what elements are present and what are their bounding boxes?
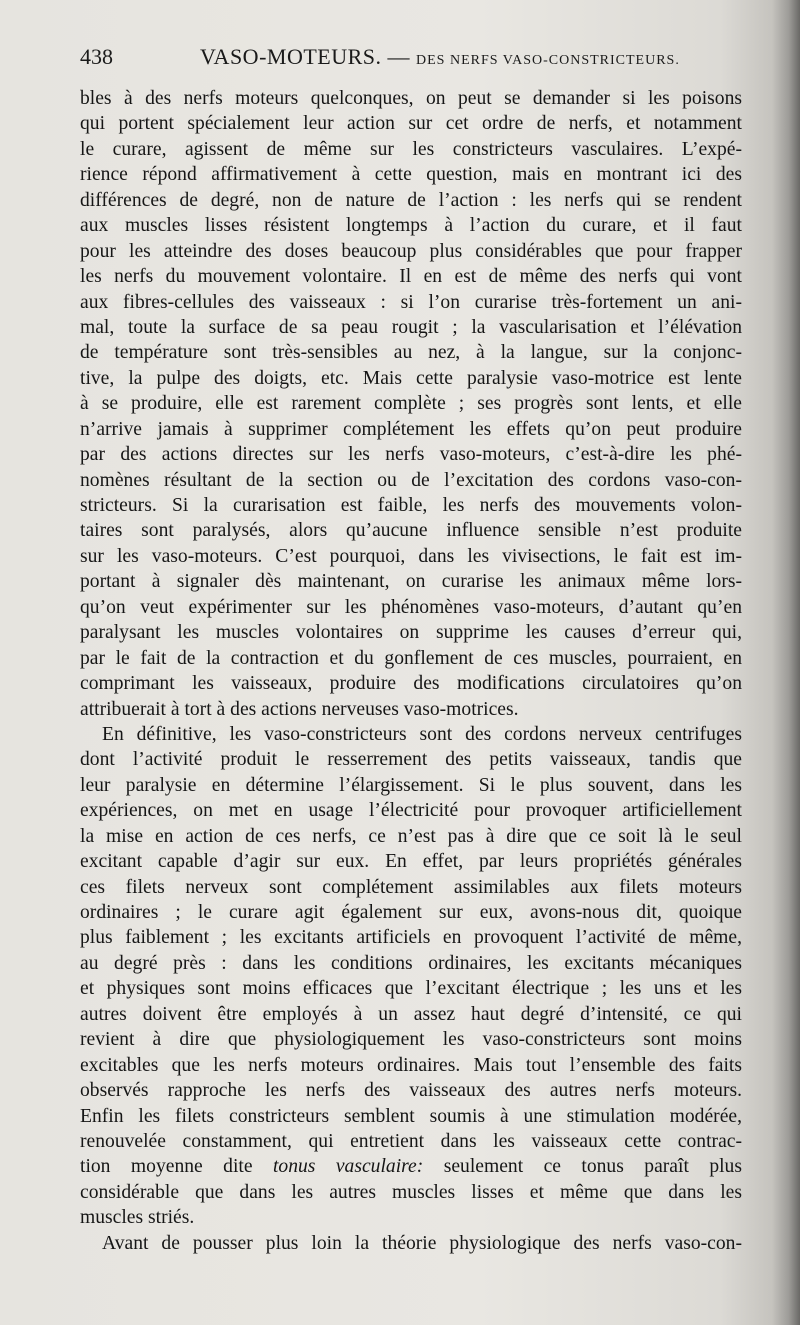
running-header (80, 44, 740, 74)
text-line: tive, la pulpe des doigts, etc. Mais cette paralysie vaso-motrice est lente (80, 367, 742, 389)
text-line: la mise en action de ces nerfs, ce n’est pas à dire que ce soit là le seul (80, 825, 742, 847)
text-line: taires sont paralysés, alors qu’aucune influence sensible n’est produite (80, 520, 742, 542)
header-dash: — (387, 44, 411, 69)
text-line: autres doivent être employés à un assez haut degré d’intensité, ce qui (80, 1003, 742, 1025)
text-line: leur paralysie en détermine l’élargissement. Si le plus souvent, dans les (80, 774, 742, 796)
text-line: stricteurs. Si la curarisation est faible, les nerfs des mouvements volon- (80, 495, 742, 516)
text-line: différences de degré, non de nature de l’action : les nerfs qui se rendent (80, 189, 742, 211)
text-line: observés rapproche les nerfs des vaisseaux des autres nerfs moteurs. (80, 1080, 742, 1102)
line-head: tion moyenne dite (80, 1156, 273, 1178)
paragraph-start-line: En définitive, les vaso-constricteurs sont des cordons nerveux centrifuges (102, 723, 742, 745)
paragraph-end-line: muscles striés. (80, 1207, 195, 1229)
text-line: nomènes résultant de la section ou de l’excitation des cordons vaso-con- (80, 469, 742, 491)
text-line: n’arrive jamais à supprimer complétement les effets qu’on peut produire (80, 418, 742, 440)
text-line: dont l’activité produit le resserrement des petits vaisseaux, tandis que (80, 749, 742, 771)
text-line: qu’on veut expérimenter sur les phénomènes vaso-moteurs, d’autant qu’en (80, 596, 742, 618)
text-line: mal, toute la surface de sa peau rougit ; la vascularisation et l’élévation (80, 316, 742, 338)
text-line: considérable que dans les autres muscles lisses et même que dans les (80, 1181, 742, 1203)
text-line: au degré près : dans les conditions ordinaires, les excitants mécaniques (80, 952, 742, 974)
text-line: expériences, on met en usage l’électricité pour provoquer artificiellement (80, 800, 742, 822)
text-line: comprimant les vaisseaux, produire des modifications circulatoires qu’on (80, 673, 742, 695)
italic-term: tonus vasculaire: (272, 1156, 424, 1178)
text-line: ces filets nerveux sont complétement assimilables aux filets moteurs (80, 876, 742, 898)
page-number: 438 (80, 44, 113, 69)
page-edge-shadow (772, 0, 800, 1325)
text-line: renouvelée constamment, qui entretient dans les vaisseaux cette contrac- (80, 1130, 742, 1152)
text-line: plus faiblement ; les excitants artificiels en provoquent l’activité de même, (80, 927, 742, 949)
text-line: pour les atteindre des doses beaucoup plus considérables que pour frapper (80, 240, 742, 262)
text-line: ordinaires ; le curare agit également sur eux, avons-nous dit, quoique (80, 902, 742, 923)
text-line: les nerfs du mouvement volontaire. Il en est de même des nerfs qui vont (80, 266, 742, 288)
text-line: excitant capable d’agir sur eux. En effet, par leurs propriétés générales (80, 851, 742, 873)
text-line: Enfin les filets constricteurs semblent soumis à une stimulation modérée, (80, 1105, 742, 1127)
text-line: portant à signaler dès maintenant, on curarise les animaux même lors- (80, 571, 742, 593)
line-tail: seulement ce tonus paraît plus (423, 1156, 742, 1178)
paragraph-start-line: Avant de pousser plus loin la théorie physiologique des nerfs vaso-con- (102, 1232, 742, 1254)
text-line: qui portent spécialement leur action sur cet ordre de nerfs, et notamment (80, 113, 742, 135)
text-line: aux muscles lisses résistent longtemps à l’action du curare, et il faut (80, 215, 742, 237)
text-line: paralysant les muscles volontaires on supprime les causes d’erreur qui, (80, 622, 742, 644)
running-title (200, 44, 680, 70)
text-line: rience répond affirmativement à cette question, mais en montrant ici des (80, 164, 742, 186)
body-text (80, 86, 742, 1256)
text-line: le curare, agissent de même sur les constricteurs vasculaires. L’expé- (80, 138, 742, 160)
text-line: aux fibres-cellules des vaisseaux : si l’on curarise très-fortement un ani- (80, 291, 742, 313)
text-line: de température sont très-sensibles au nez, à la langue, sur la conjonc- (80, 342, 742, 364)
text-line-with-italic (80, 1154, 742, 1179)
text-line: bles à des nerfs moteurs quelconques, on peut se demander si les poisons (80, 88, 742, 109)
text-line: par le fait de la contraction et du gonflement de ces muscles, pourraient, en (80, 647, 742, 669)
text-line: excitables que les nerfs moteurs ordinaires. Mais tout l’ensemble des faits (80, 1054, 742, 1076)
text-line: sur les vaso-moteurs. C’est pourquoi, dans les vivisections, le fait est im- (80, 545, 742, 567)
text-line: revient à dire que physiologiquement les vaso-constricteurs sont moins (80, 1029, 742, 1051)
text-line: par des actions directes sur les nerfs vaso-moteurs, c’est-à-dire les phé- (80, 444, 742, 466)
header-subtitle: DES NERFS VASO-CONSTRICTEURS. (416, 53, 680, 68)
header-title: VASO-MOTEURS. (200, 44, 382, 69)
text-line: et physiques sont moins efficaces que l’excitant électrique ; les uns et les (80, 978, 742, 1000)
text-line: à se produire, elle est rarement complète ; ses progrès sont lents, et elle (80, 393, 742, 415)
paragraph-end-line: attribuerait à tort à des actions nerveuses vaso-motrices. (80, 698, 519, 720)
